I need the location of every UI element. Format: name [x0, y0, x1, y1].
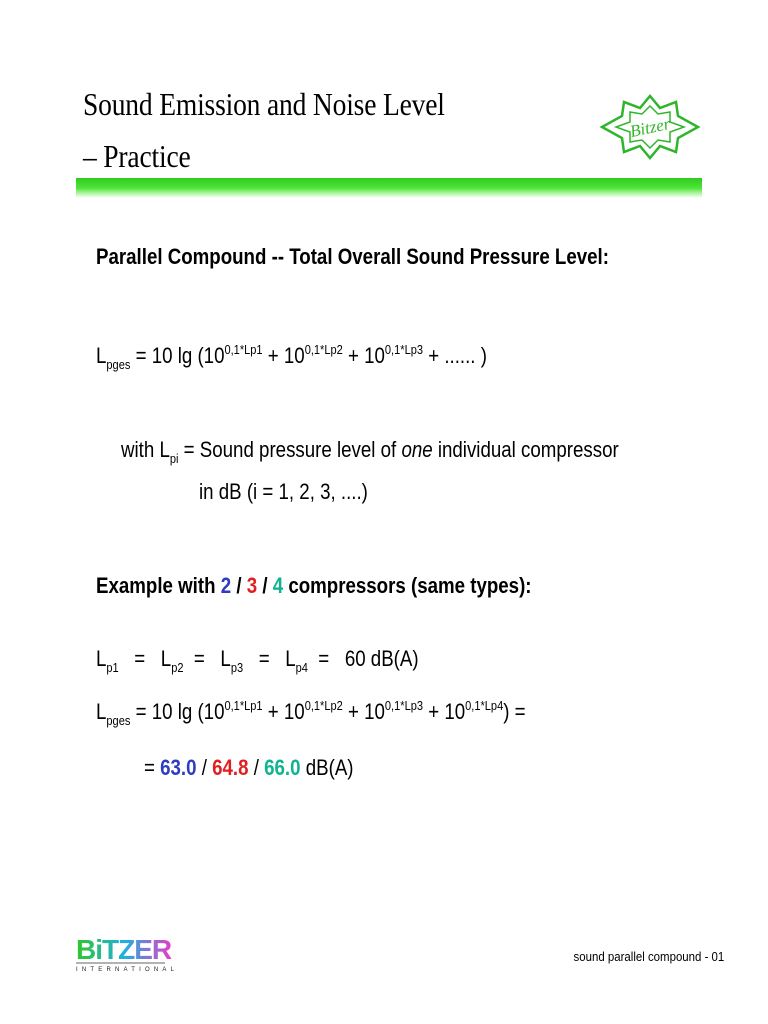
title-line-2: – Practice — [83, 138, 191, 174]
svg-text:BiTZER: BiTZER — [76, 934, 172, 965]
definition-line-2: in dB (i = 1, 2, 3, ....) — [199, 479, 368, 504]
result-line: = 63.0 / 64.8 / 66.0 dB(A) — [144, 755, 354, 780]
formula-four-compressors: $L_{pges} = 10$ $\lg (10^{0,1*Lp1} + 10^{0,1*Lp2} + 10^{0,1*Lp3} + 10^{0,1*Lp4})$ = — [96, 698, 526, 728]
example-heading: Example with 2 / 3 / 4 compressors (same types): — [96, 573, 532, 598]
slide-footer: sound parallel compound - 01 — [573, 949, 724, 964]
bitzer-logo-top — [598, 94, 702, 160]
title-line-1: Sound Emission and Noise Level — [83, 86, 445, 122]
page-title — [83, 78, 513, 182]
section-heading: Parallel Compound -- Total Overall Sound Pressure Level: — [96, 244, 609, 269]
definition-line-1: with $L_{pi}$ = Sound pressure level of one individual compressor — [121, 437, 619, 466]
svg-text:INTERNATIONAL: INTERNATIONAL — [76, 967, 179, 973]
green-divider-bar — [76, 178, 702, 198]
bitzer-international-logo — [75, 932, 179, 974]
equal-levels-line: $L_{p1} = L_{p2} = L_{p3} = L_{p4} = 60$ dB(A) — [96, 646, 419, 675]
formula-total-level: $L_{pges} = 10$ $\lg (10^{0,1*Lp1} + 10^{0,1*Lp2} + 10^{0,1*Lp3}$ + ...... ) — [96, 342, 487, 372]
svg-text:Bitzer: Bitzer — [628, 113, 672, 142]
